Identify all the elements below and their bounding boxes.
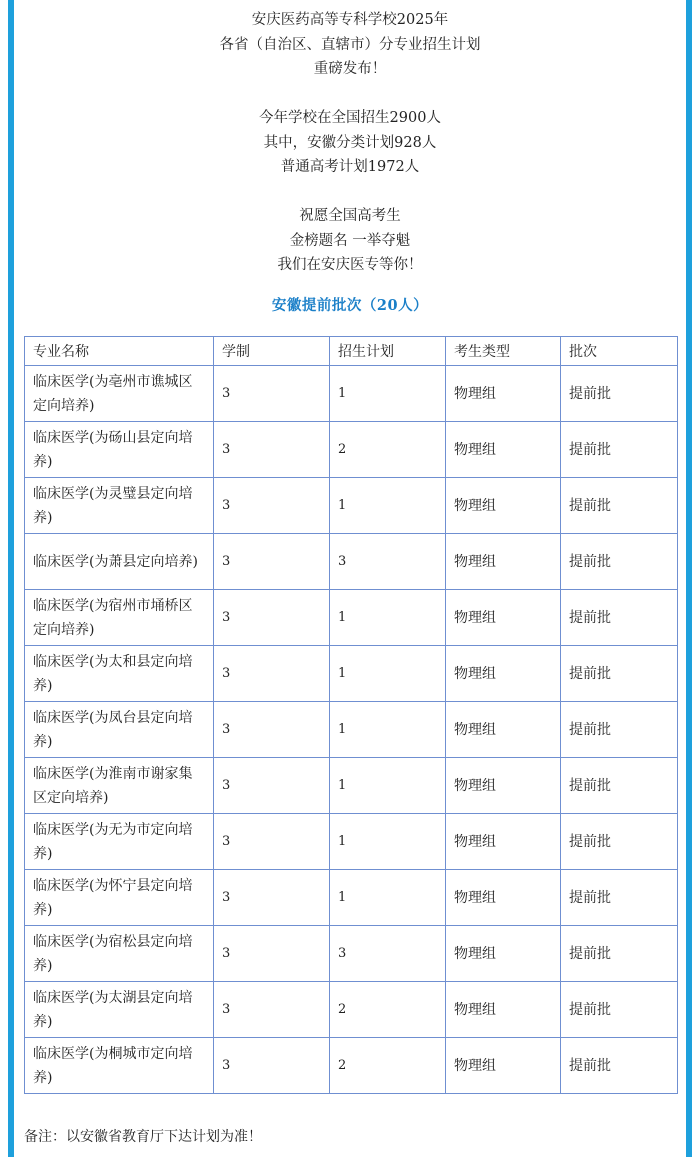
table-row bbox=[25, 814, 678, 870]
cell-student-type: 物理组 bbox=[446, 870, 561, 926]
intro-announcement bbox=[0, 8, 700, 278]
cell-duration: 3 bbox=[214, 478, 330, 534]
cell-quota: 1 bbox=[330, 758, 446, 814]
cell-quota: 2 bbox=[330, 422, 446, 478]
cell-student-type: 物理组 bbox=[446, 590, 561, 646]
cell-duration: 3 bbox=[214, 926, 330, 982]
table-row bbox=[25, 534, 678, 590]
cell-quota: 2 bbox=[330, 982, 446, 1038]
cell-quota: 1 bbox=[330, 702, 446, 758]
footnote: 备注：以安徽省教育厅下达计划为准！ bbox=[24, 1129, 262, 1145]
cell-duration: 3 bbox=[214, 590, 330, 646]
cell-major: 临床医学(为亳州市谯城区定向培养) bbox=[25, 366, 214, 422]
section-title: 安徽提前批次（20人） bbox=[271, 297, 429, 314]
cell-batch: 提前批 bbox=[561, 366, 678, 422]
cell-student-type: 物理组 bbox=[446, 646, 561, 702]
cell-major: 临床医学(为宿州市埇桥区定向培养) bbox=[25, 590, 214, 646]
cell-student-type: 物理组 bbox=[446, 478, 561, 534]
cell-duration: 3 bbox=[214, 982, 330, 1038]
cell-batch: 提前批 bbox=[561, 1038, 678, 1094]
intro-line: 祝愿全国高考生 bbox=[299, 208, 401, 224]
cell-major: 临床医学(为宿松县定向培养) bbox=[25, 926, 214, 982]
intro-line: 重磅发布！ bbox=[313, 61, 387, 77]
cell-student-type: 物理组 bbox=[446, 758, 561, 814]
cell-student-type: 物理组 bbox=[446, 422, 561, 478]
table-row bbox=[25, 422, 678, 478]
intro-line: 其中，安徽分类计划928人 bbox=[263, 134, 437, 151]
table-row bbox=[25, 758, 678, 814]
cell-quota: 1 bbox=[330, 870, 446, 926]
intro-line: 各省（自治区、直辖市）分专业招生计划 bbox=[219, 36, 481, 53]
table-row bbox=[25, 366, 678, 422]
cell-major: 临床医学(为淮南市谢家集区定向培养) bbox=[25, 758, 214, 814]
cell-batch: 提前批 bbox=[561, 478, 678, 534]
cell-major: 临床医学(为怀宁县定向培养) bbox=[25, 870, 214, 926]
cell-quota: 1 bbox=[330, 590, 446, 646]
cell-duration: 3 bbox=[214, 422, 330, 478]
intro-line: 普通高考计划1972人 bbox=[280, 159, 420, 175]
header-major: 专业名称 bbox=[25, 337, 214, 366]
table-row bbox=[25, 702, 678, 758]
cell-duration: 3 bbox=[214, 366, 330, 422]
cell-duration: 3 bbox=[214, 646, 330, 702]
cell-student-type: 物理组 bbox=[446, 982, 561, 1038]
intro-line: 安庆医药高等专科学校2025年 bbox=[251, 12, 449, 28]
enrollment-plan-table bbox=[24, 336, 678, 1094]
header-quota: 招生计划 bbox=[330, 337, 446, 366]
cell-duration: 3 bbox=[214, 758, 330, 814]
cell-major: 临床医学(为凤台县定向培养) bbox=[25, 702, 214, 758]
table-row bbox=[25, 870, 678, 926]
cell-batch: 提前批 bbox=[561, 534, 678, 590]
cell-duration: 3 bbox=[214, 870, 330, 926]
cell-batch: 提前批 bbox=[561, 814, 678, 870]
cell-quota: 1 bbox=[330, 814, 446, 870]
table-row bbox=[25, 1038, 678, 1094]
cell-batch: 提前批 bbox=[561, 758, 678, 814]
table-body bbox=[25, 366, 678, 1094]
intro-spacer bbox=[0, 180, 700, 205]
intro-line: 今年学校在全国招生2900人 bbox=[259, 110, 441, 126]
table-row bbox=[25, 982, 678, 1038]
cell-quota: 2 bbox=[330, 1038, 446, 1094]
header-batch: 批次 bbox=[561, 337, 678, 366]
cell-batch: 提前批 bbox=[561, 982, 678, 1038]
header-duration: 学制 bbox=[214, 337, 330, 366]
cell-batch: 提前批 bbox=[561, 422, 678, 478]
intro-line: 金榜题名 一举夺魁 bbox=[289, 232, 411, 249]
header-student-type: 考生类型 bbox=[446, 337, 561, 366]
cell-quota: 1 bbox=[330, 478, 446, 534]
cell-duration: 3 bbox=[214, 702, 330, 758]
cell-batch: 提前批 bbox=[561, 702, 678, 758]
table-row bbox=[25, 478, 678, 534]
cell-batch: 提前批 bbox=[561, 646, 678, 702]
cell-quota: 1 bbox=[330, 366, 446, 422]
table-row bbox=[25, 590, 678, 646]
cell-quota: 3 bbox=[330, 926, 446, 982]
cell-major: 临床医学(为萧县定向培养) bbox=[25, 534, 214, 590]
cell-student-type: 物理组 bbox=[446, 534, 561, 590]
cell-quota: 1 bbox=[330, 646, 446, 702]
cell-major: 临床医学(为桐城市定向培养) bbox=[25, 1038, 214, 1094]
cell-duration: 3 bbox=[214, 1038, 330, 1094]
intro-line: 我们在安庆医专等你！ bbox=[277, 257, 423, 273]
cell-student-type: 物理组 bbox=[446, 926, 561, 982]
cell-duration: 3 bbox=[214, 814, 330, 870]
cell-batch: 提前批 bbox=[561, 590, 678, 646]
cell-major: 临床医学(为灵璧县定向培养) bbox=[25, 478, 214, 534]
cell-batch: 提前批 bbox=[561, 926, 678, 982]
table-row bbox=[25, 646, 678, 702]
cell-student-type: 物理组 bbox=[446, 366, 561, 422]
cell-major: 临床医学(为无为市定向培养) bbox=[25, 814, 214, 870]
cell-student-type: 物理组 bbox=[446, 1038, 561, 1094]
cell-student-type: 物理组 bbox=[446, 814, 561, 870]
cell-quota: 3 bbox=[330, 534, 446, 590]
cell-batch: 提前批 bbox=[561, 870, 678, 926]
table-row bbox=[25, 926, 678, 982]
table-header-row bbox=[25, 337, 678, 366]
intro-spacer bbox=[0, 82, 700, 107]
cell-major: 临床医学(为太和县定向培养) bbox=[25, 646, 214, 702]
cell-major: 临床医学(为砀山县定向培养) bbox=[25, 422, 214, 478]
cell-student-type: 物理组 bbox=[446, 702, 561, 758]
cell-duration: 3 bbox=[214, 534, 330, 590]
cell-major: 临床医学(为太湖县定向培养) bbox=[25, 982, 214, 1038]
